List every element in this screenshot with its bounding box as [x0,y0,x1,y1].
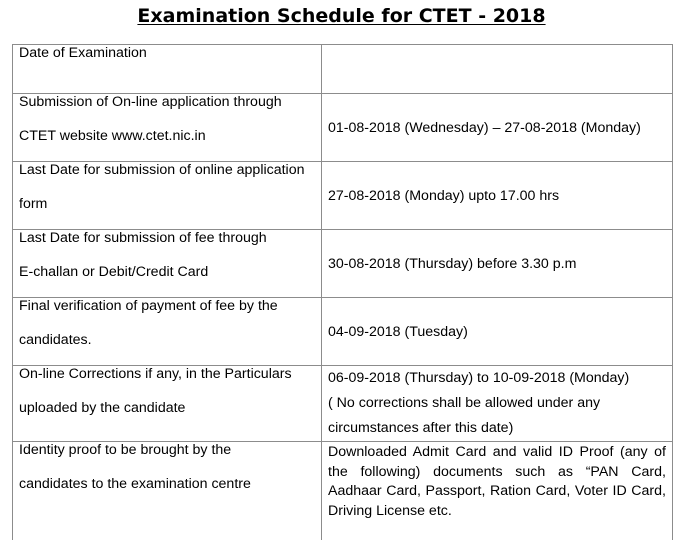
event-cell [13,298,322,366]
date-cell [322,366,673,442]
date-text: 04-09-2018 (Tuesday) [328,323,468,340]
date-note-text: ( No corrections shall be allowed under any [328,395,601,411]
event-text: Submission of On-line application through [19,94,282,110]
document-title [0,4,683,28]
table-row [13,366,673,442]
event-text: form [19,196,48,212]
schedule-table [12,44,673,540]
event-cell [13,94,322,162]
date-cell [322,442,673,540]
table-row [13,94,673,162]
table-row [13,162,673,230]
event-cell [13,230,322,298]
event-text: Date of Examination [19,45,147,61]
event-text: candidates to the examination centre [19,476,251,492]
event-text: On-line Corrections if any, in the Particulars [19,366,292,382]
event-text: Last Date for submission of online application [19,162,305,178]
event-text: Last Date for submission of fee through [19,230,267,246]
date-cell [322,45,673,94]
event-text: CTET website www.ctet.nic.in [19,128,206,144]
document-title-text: Examination Schedule for CTET - 2018 [137,5,546,27]
table-row [13,230,673,298]
event-text: Identity proof to be brought by the [19,442,232,458]
date-cell [322,298,673,366]
event-text: uploaded by the candidate [19,400,186,416]
event-cell [13,162,322,230]
event-text: candidates. [19,332,92,348]
date-text: 01-08-2018 (Wednesday) – 27-08-2018 (Monday) [328,119,641,136]
date-note-text: circumstances after this date) [328,420,514,436]
date-text: 30-08-2018 (Thursday) before 3.30 p.m [328,255,577,272]
event-cell [13,442,322,540]
date-text: 27-08-2018 (Monday) upto 17.00 hrs [328,187,560,204]
date-cell [322,162,673,230]
table-row [13,442,673,540]
date-text: Downloaded Admit Card and valid ID Proof (any of the following) documents such as “PAN Card, Aadhaar Card, Passport, Ration Card, Voter ID Card, Driving License etc. [328,444,666,519]
table-row [13,298,673,366]
event-text: E-challan or Debit/Credit Card [19,264,209,280]
event-cell [13,366,322,442]
event-text: Final verification of payment of fee by the [19,298,278,314]
date-text: 06-09-2018 (Thursday) to 10-09-2018 (Monday) [328,370,630,386]
date-cell [322,94,673,162]
date-cell [322,230,673,298]
